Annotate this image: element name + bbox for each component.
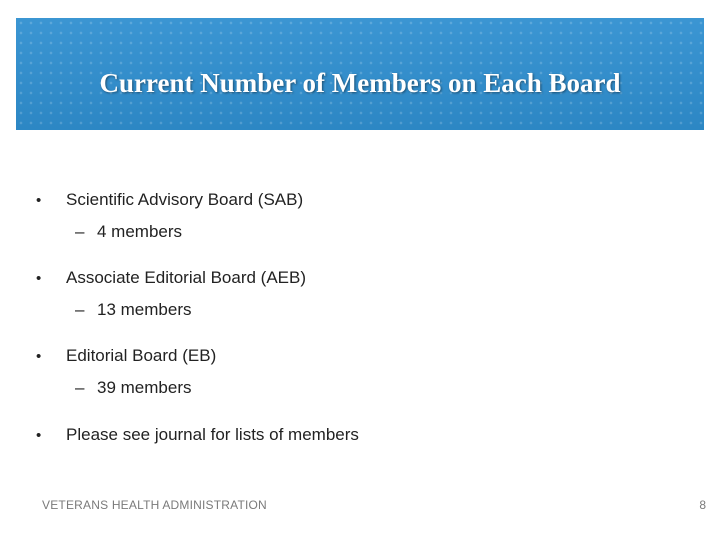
bullet-item-aeb (36, 268, 306, 288)
bullet-text: Scientific Advisory Board (SAB) (66, 190, 304, 209)
dash-icon: – (75, 300, 85, 319)
footer-organization: VETERANS HEALTH ADMINISTRATION (42, 498, 267, 512)
sub-text: 4 members (97, 222, 183, 241)
sub-item-eb-members (75, 378, 191, 398)
bullet-text: Associate Editorial Board (AEB) (66, 268, 306, 287)
bullet-item-eb (36, 346, 216, 366)
bullet-icon: • (36, 427, 42, 444)
bullet-item-sab (36, 190, 303, 210)
bullet-text: Please see journal for lists of members (66, 425, 359, 444)
sub-item-sab-members (75, 222, 182, 242)
bullet-text: Editorial Board (EB) (66, 346, 217, 365)
sub-text: 39 members (97, 378, 192, 397)
dash-icon: – (75, 222, 85, 241)
page-number: 8 (699, 498, 706, 512)
slide-title: Current Number of Members on Each Board (99, 68, 621, 98)
sub-item-aeb-members (75, 300, 191, 320)
bullet-item-journal-note (36, 425, 359, 445)
bullet-icon: • (36, 192, 42, 209)
bullet-icon: • (36, 270, 42, 287)
sub-text: 13 members (97, 300, 192, 319)
bullet-icon: • (36, 348, 42, 365)
dash-icon: – (75, 378, 85, 397)
